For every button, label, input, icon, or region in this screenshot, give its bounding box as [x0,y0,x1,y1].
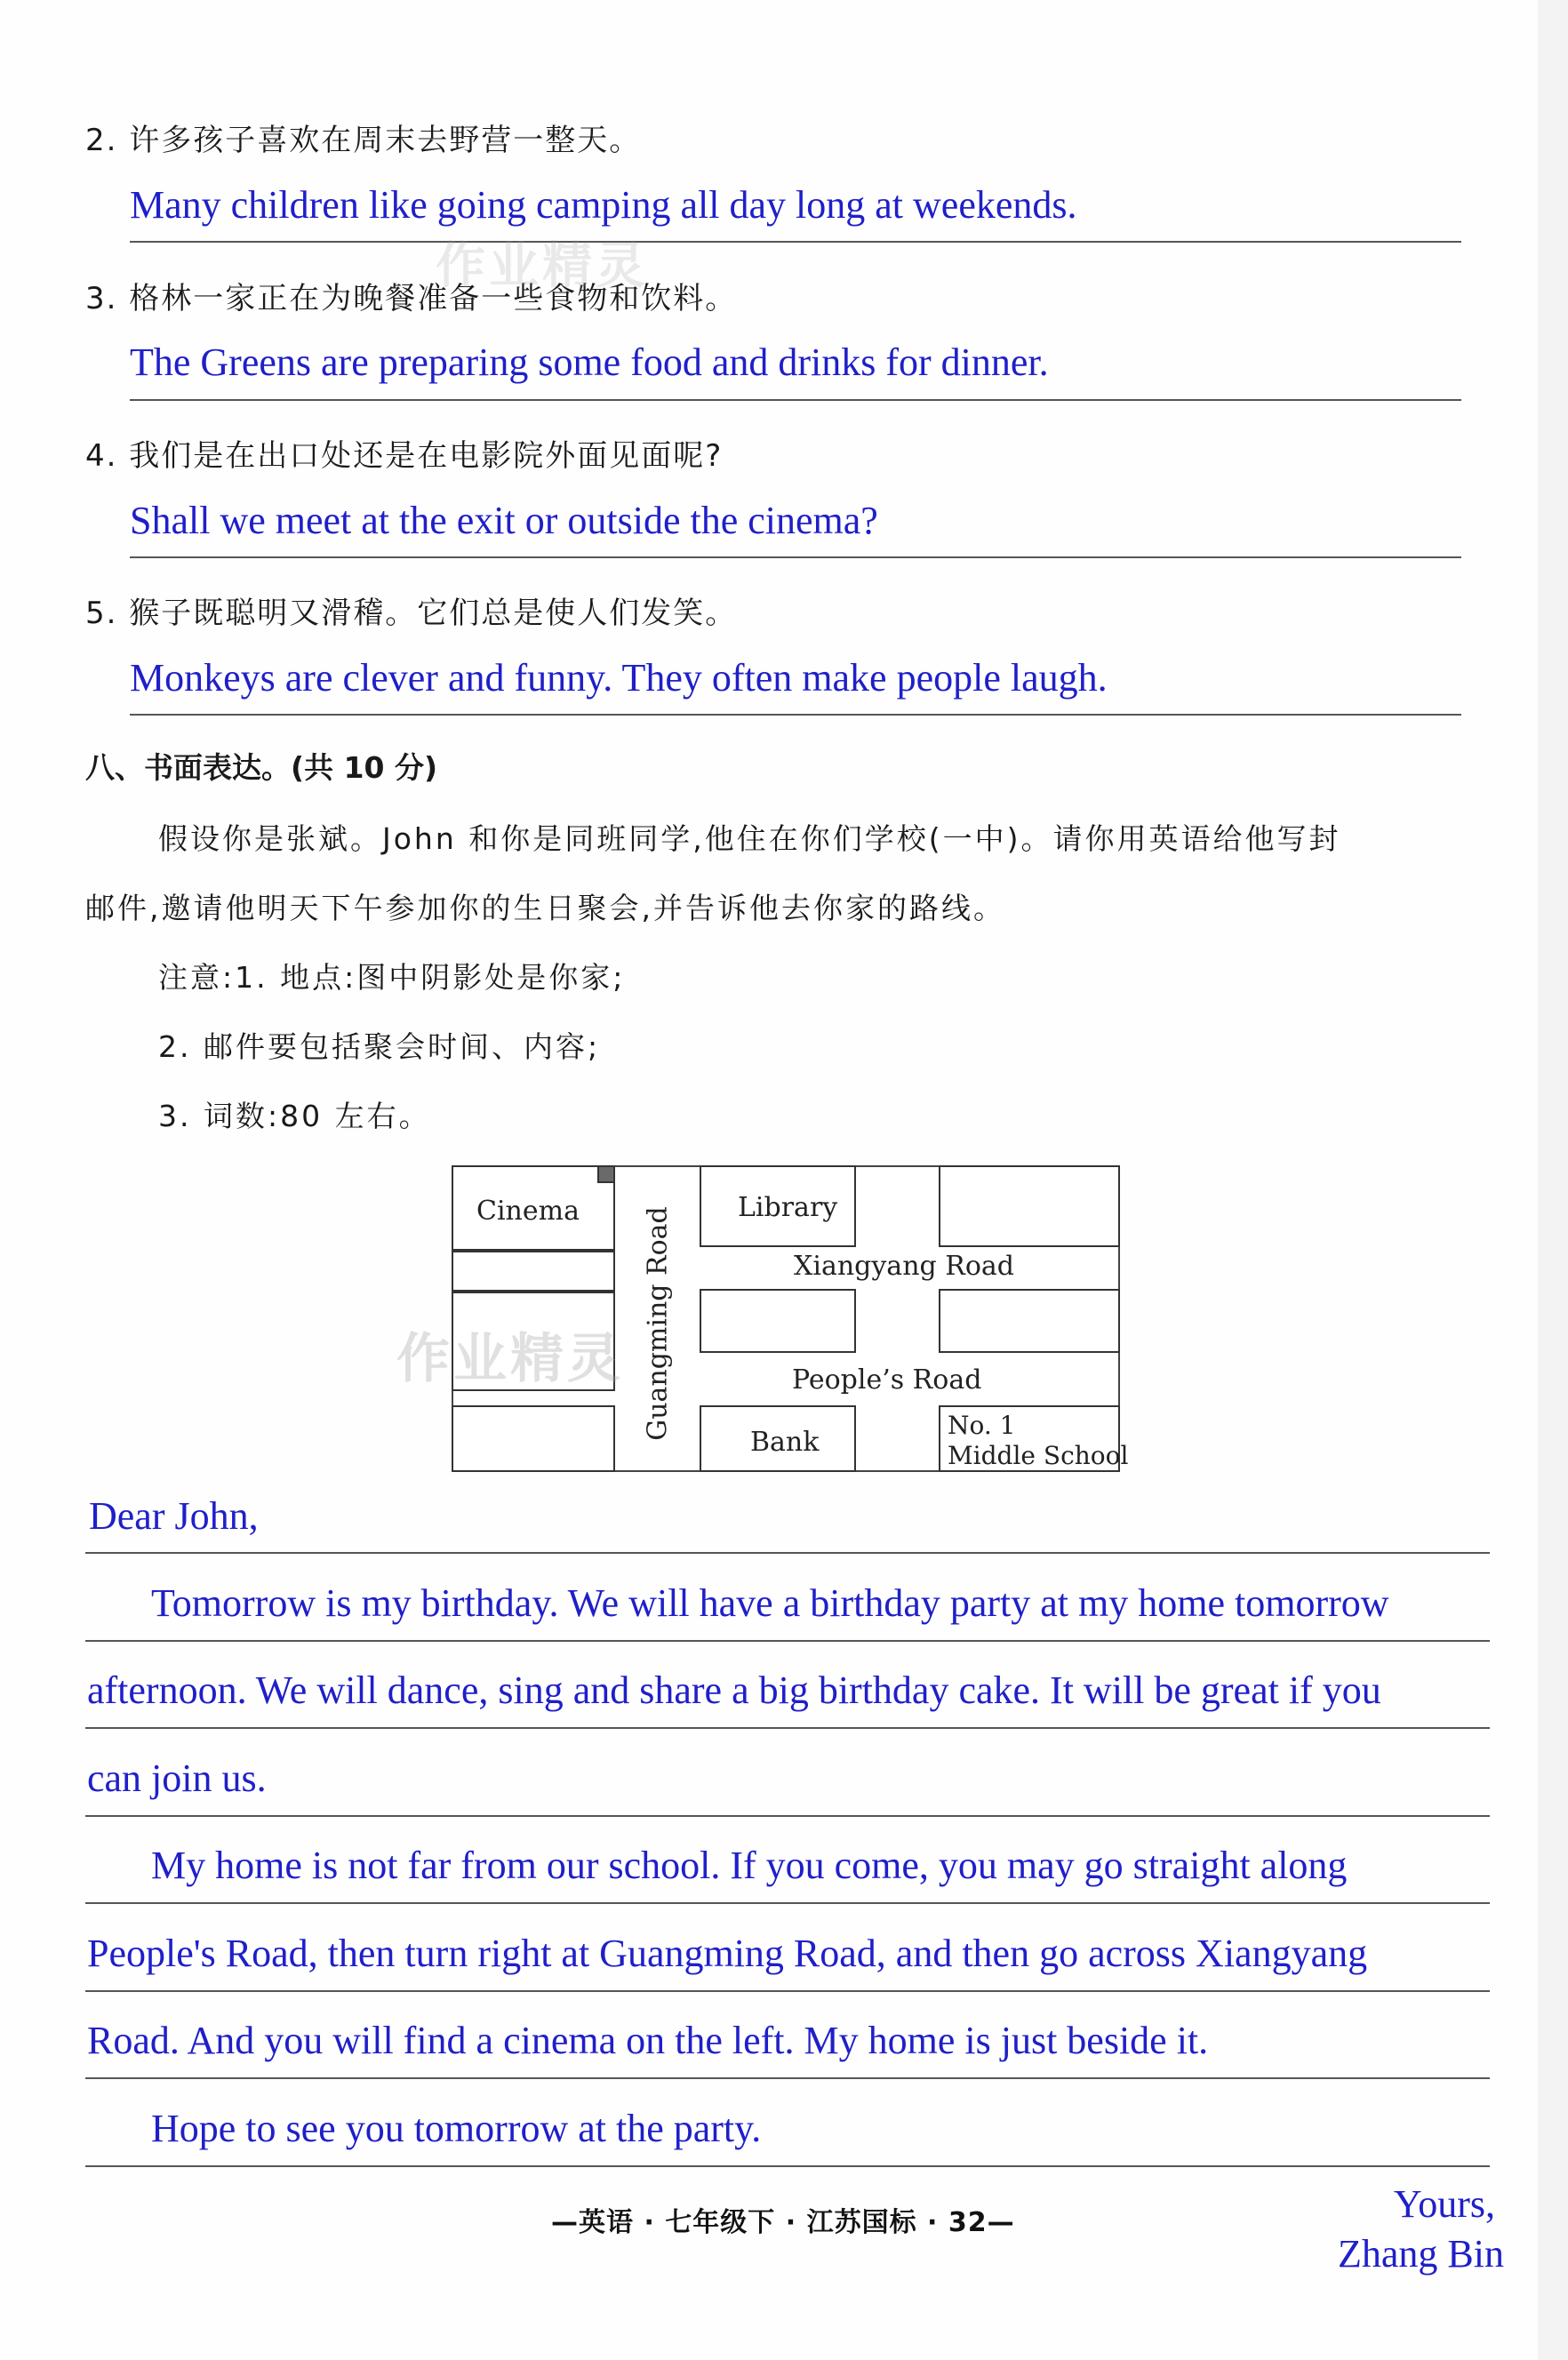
prompt-line-1: 假设你是张斌。John 和你是同班同学,他住在你们学校(一中)。请你用英语给他写封 [158,821,1341,856]
bank-label: Bank [750,1427,820,1458]
letter-line [85,2077,1490,2079]
letter-line-6: Road. And you will find a cinema on the left. My home is just beside it. [87,2019,1209,2062]
cinema-label: Cinema [476,1196,580,1227]
section-title: 八、书面表达。(共 10 分) [85,750,438,785]
answer-5: Monkeys are clever and funny. They often make people laugh. [130,656,1108,700]
question-2: 2. 许多孩子喜欢在周末去野营一整天。 [85,123,642,158]
letter-line-1: Tomorrow is my birthday. We will have a birthday party at my home tomorrow [151,1581,1389,1625]
watermark-top: 作业精灵 [436,237,649,295]
letter-line [85,1902,1490,1904]
letter-line-5: People's Road, then turn right at Guangming Road, and then go across Xiangyang [87,1932,1368,1975]
xiangyang-road-label: Xiangyang Road [794,1251,1014,1282]
letter-line [85,1815,1490,1817]
letter-line-3: can join us. [87,1756,267,1800]
question-3: 3. 格林一家正在为晚餐准备一些食物和饮料。 [85,281,738,316]
block [700,1289,856,1353]
note-3: 3. 词数:80 左右。 [158,1099,431,1133]
answer-line [130,556,1461,558]
letter-line [85,2165,1490,2167]
block [452,1251,615,1292]
library-label: Library [738,1192,838,1223]
letter-signature: Zhang Bin [1338,2232,1504,2276]
school-label-line1: No. 1 [948,1411,1016,1440]
letter-closing: Yours, [1393,2182,1495,2226]
letter-line [85,1727,1490,1729]
guangming-road-label: Guangming Road [642,1206,674,1441]
answer-2: Many children like going camping all day long at weekends. [130,183,1077,227]
block [452,1405,615,1472]
answer-4: Shall we meet at the exit or outside the cinema? [130,499,878,542]
answer-line [130,399,1461,401]
letter-line [85,1640,1490,1642]
block [939,1165,1120,1247]
peoples-road-label: People’s Road [792,1364,982,1396]
letter-line [85,1990,1490,1992]
answer-3: The Greens are preparing some food and drinks for dinner. [130,340,1049,384]
letter-line [85,1552,1490,1554]
prompt-line-2: 邮件,邀请他明天下午参加你的生日聚会,并告诉他去你家的路线。 [85,891,1005,925]
answer-line [130,714,1461,716]
watermark: 作业精灵 [396,1328,624,1390]
letter-greeting: Dear John, [89,1494,259,1538]
block [939,1289,1120,1353]
page-footer: —英语 · 七年级下 · 江苏国标 · 32— [551,2207,1015,2238]
letter-line-2: afternoon. We will dance, sing and share a big birthday cake. It will be great if you [87,1668,1381,1712]
route-map [396,1165,1129,1472]
question-4: 4. 我们是在出口处还是在电影院外面见面呢? [85,438,724,474]
note-1: 注意:1. 地点:图中阴影处是你家; [158,960,626,995]
question-5: 5. 猴子既聪明又滑稽。它们总是使人们发笑。 [85,596,738,631]
school-label-line2: Middle School [948,1441,1129,1470]
letter-line-7: Hope to see you tomorrow at the party. [151,2107,762,2150]
letter-line-4: My home is not far from our school. If you come, you may go straight along [151,1844,1348,1887]
note-2: 2. 邮件要包括聚会时间、内容; [158,1029,601,1064]
answer-line [130,241,1461,243]
home-shaded-block [597,1165,615,1183]
